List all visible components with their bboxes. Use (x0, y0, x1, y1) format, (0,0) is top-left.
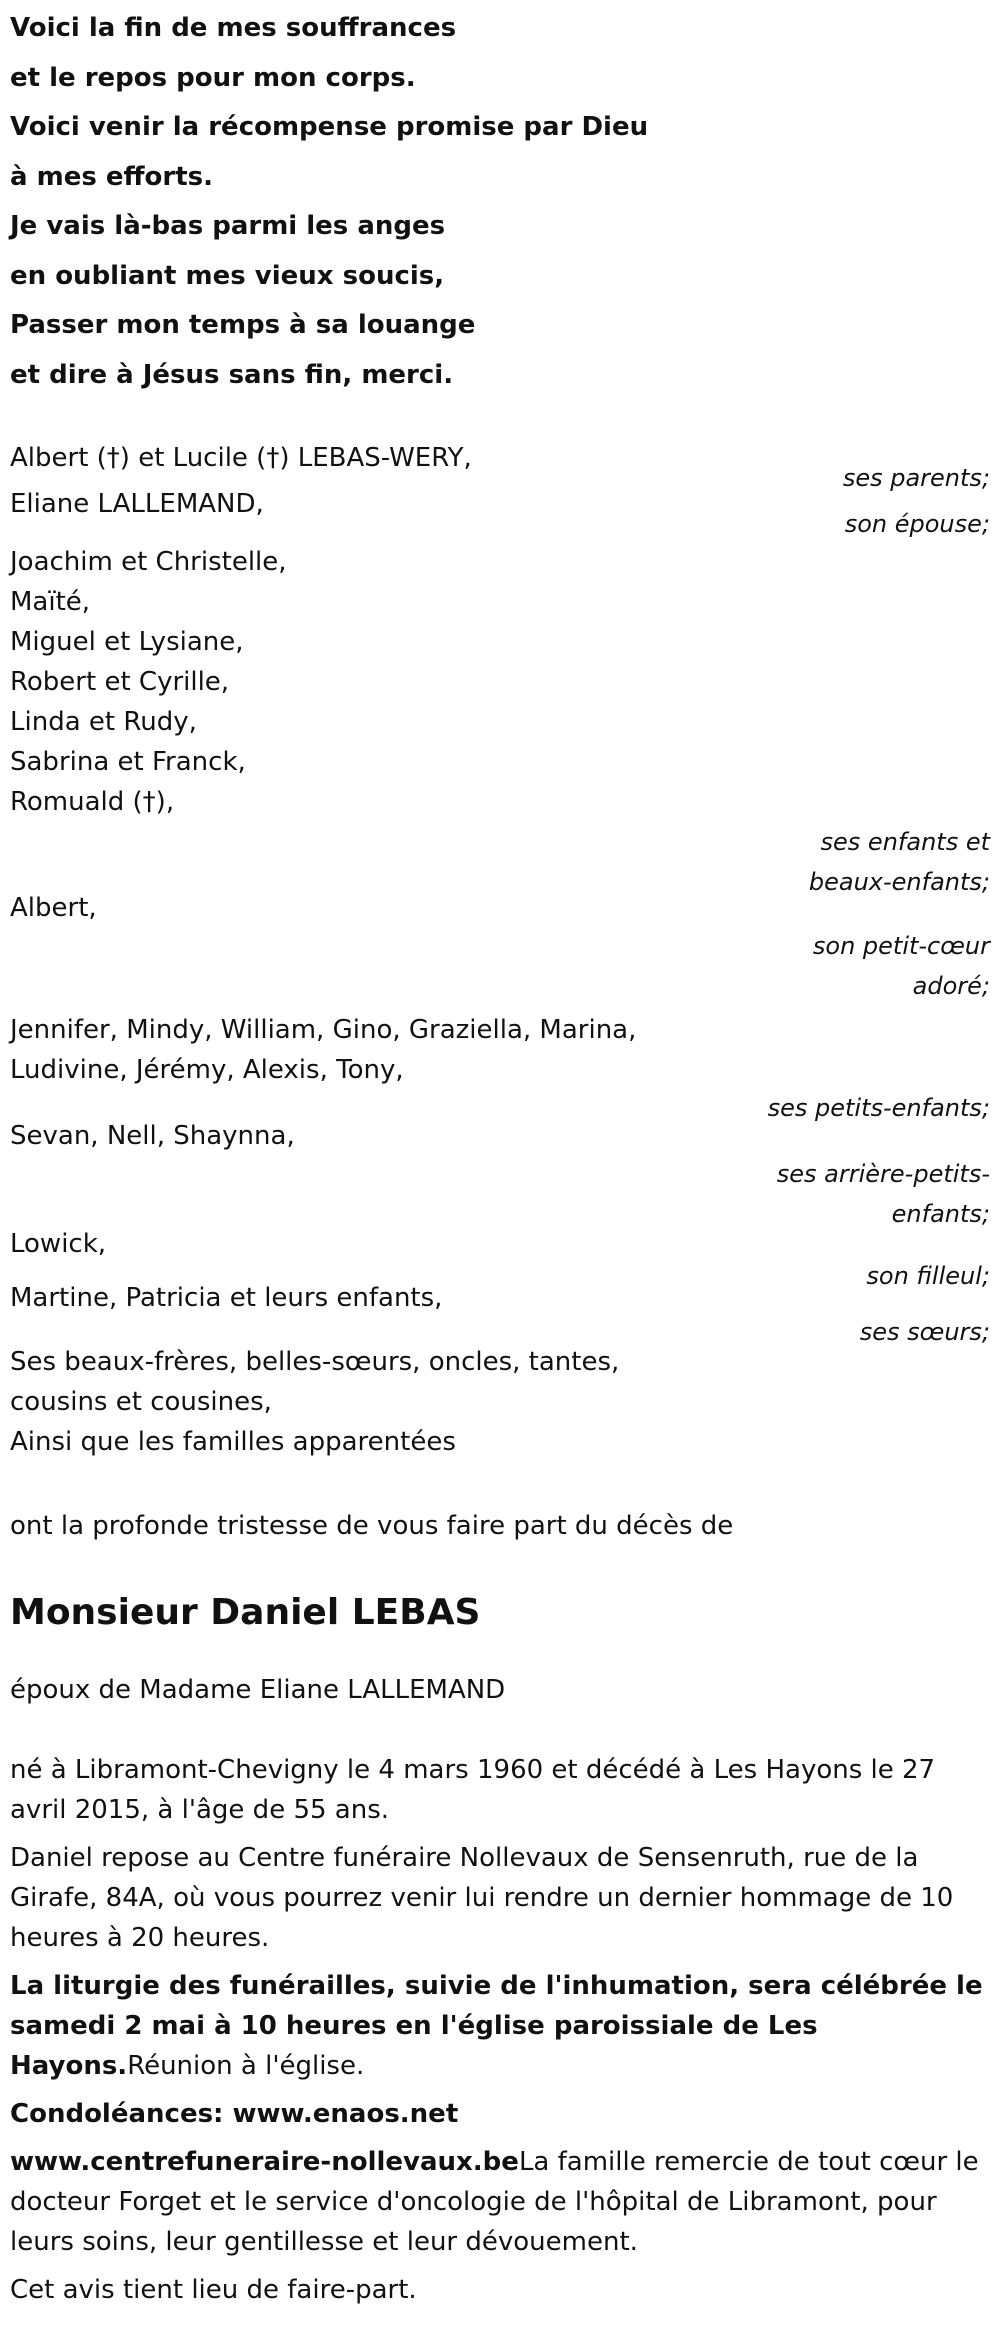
child-name: Robert et Cyrille, (10, 667, 230, 697)
liturgy-paragraph (10, 1966, 990, 2086)
poem-line: Je vais là-bas parmi les anges (10, 211, 446, 241)
child-name: Linda et Rudy, (10, 707, 197, 737)
grandchildren-names: Jennifer, Mindy, William, Gino, Graziella, Marina, (10, 1015, 637, 1045)
godson-relation: son filleul; (866, 1262, 990, 1290)
others-line: cousins et cousines, (10, 1387, 272, 1417)
family-list (10, 438, 990, 1462)
family-little-heart (10, 888, 990, 1006)
poem (10, 0, 990, 400)
child-name: Sabrina et Franck, (10, 747, 246, 777)
liturgy-reunion: Réunion à l'église. (127, 2051, 365, 2081)
others-line: Ses beaux-frères, belles-sœurs, oncles, tantes, (10, 1347, 620, 1377)
family-grandchildren (10, 1010, 990, 1128)
rest-place-paragraph: Daniel repose au Centre funéraire Nollevaux de Sensenruth, rue de la Girafe, 84A, où vous pourrez venir lui rendre un dernier hommage de 10 heures à 20 heures. (10, 1843, 954, 1953)
grandchildren-names: Ludivine, Jérémy, Alexis, Tony, (10, 1055, 404, 1085)
poem-line: à mes efforts. (10, 161, 214, 192)
grandchildren-relation: ses petits-enfants; (767, 1094, 990, 1122)
little-heart-name: Albert, (10, 893, 97, 923)
poem-line: et dire à Jésus sans fin, merci. (10, 359, 454, 390)
family-children (10, 542, 990, 902)
poem-line: Voici la fin de mes souffrances (10, 13, 457, 43)
sisters-relation: ses sœurs; (859, 1318, 990, 1346)
birth-death-paragraph: né à Libramont-Chevigny le 4 mars 1960 et décédé à Les Hayons le 27 avril 2015, à l'âge de 55 ans. (10, 1755, 936, 1825)
little-heart-relation: son petit-cœur (812, 932, 990, 960)
poem-line: Passer mon temps à sa louange (10, 310, 476, 340)
deceased-name: Monsieur Daniel LEBAS (10, 1592, 481, 1633)
others-line: Ainsi que les familles apparentées (10, 1427, 456, 1457)
funeral-home-website: www.centrefuneraire-nollevaux.be (10, 2147, 519, 2177)
child-name: Miguel et Lysiane, (10, 627, 244, 657)
family-others (10, 1342, 990, 1462)
parents-relation: ses parents; (842, 464, 990, 492)
spouse-line: époux de Madame Eliane LALLEMAND (10, 1675, 506, 1705)
sisters-names: Martine, Patricia et leurs enfants, (10, 1283, 443, 1313)
wife-name: Eliane LALLEMAND, (10, 489, 264, 519)
great-grandchildren-relation: ses arrière-petits- (776, 1160, 990, 1188)
family-great-grandchildren (10, 1116, 990, 1234)
announcement-intro: ont la profonde tristesse de vous faire part du décès de (10, 1511, 734, 1541)
family-sisters (10, 1278, 990, 1352)
condolences-line: Condoléances: www.enaos.net (10, 2099, 459, 2129)
thanks-text: La famille remercie de tout cœur le docteur Forget et le service d'oncologie de l'hôpital de Libramont, pour leurs soins, leur gentillesse et leur dévouement. (10, 2147, 979, 2257)
closing-line: Cet avis tient lieu de faire-part. (10, 2275, 417, 2305)
child-name: Romuald (†), (10, 787, 175, 817)
liturgy-details: La liturgie des funérailles, suivie de l'inhumation, sera célébrée le samedi 2 mai à 10 heures en l'église paroissiale de Les Hayons. (10, 1971, 983, 2081)
poem-line: et le repos pour mon corps. (10, 62, 416, 93)
parents-names: Albert (†) et Lucile (†) LEBAS-WERY, (10, 443, 472, 473)
thanks-paragraph (10, 2142, 990, 2262)
little-heart-relation: adoré; (912, 972, 990, 1000)
great-grandchildren-relation: enfants; (891, 1200, 990, 1228)
godson-name: Lowick, (10, 1229, 107, 1259)
children-relation: ses enfants et (820, 828, 990, 856)
children-relation: beaux-enfants; (808, 868, 990, 896)
wife-relation: son épouse; (844, 510, 990, 538)
family-wife (10, 484, 990, 544)
poem-line: en oubliant mes vieux soucis, (10, 260, 445, 291)
child-name: Joachim et Christelle, (10, 547, 287, 577)
great-grandchildren-names: Sevan, Nell, Shaynna, (10, 1121, 295, 1151)
child-name: Maïté, (10, 587, 91, 617)
poem-line: Voici venir la récompense promise par Dieu (10, 112, 649, 142)
